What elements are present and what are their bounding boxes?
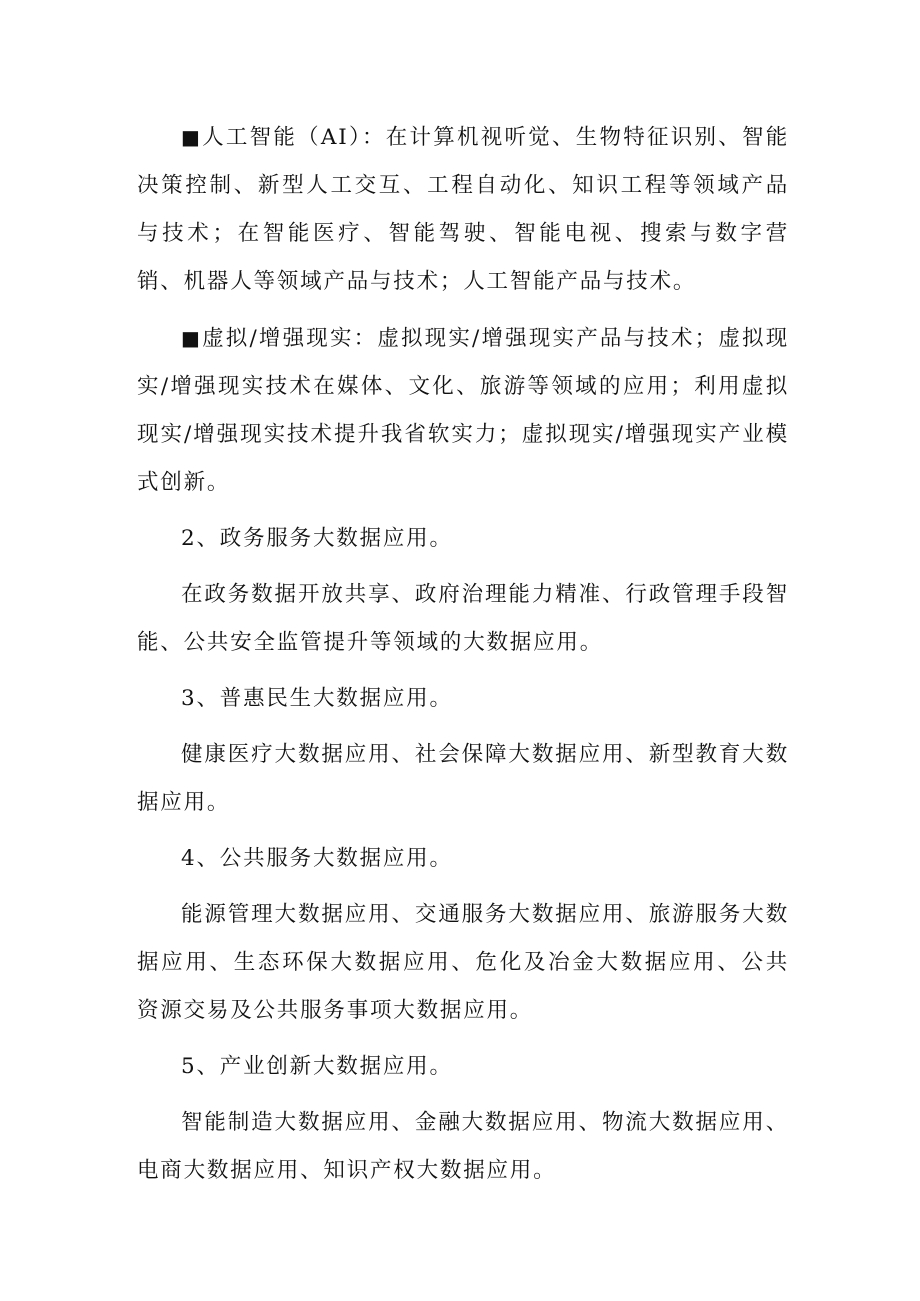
paragraph-text: 人工智能（AI）：在计算机视听觉、生物特征识别、智能决策控制、新型人工交互、工程自动化、知识工程等领域产品与技术；在智能医疗、智能驾驶、智能电视、搜索与数字营销、机器人等领域产品与技术；人工智能产品与技术。 <box>137 125 789 294</box>
square-bullet-icon: ■ <box>181 326 203 350</box>
section-heading-4: 4、公共服务大数据应用。 <box>181 846 453 871</box>
section-heading-2: 2、政务服务大数据应用。 <box>181 526 453 551</box>
section-heading-3: 3、普惠民生大数据应用。 <box>181 686 453 711</box>
paragraph-artificial-intelligence <box>137 113 789 306</box>
section-heading-5: 5、产业创新大数据应用。 <box>181 1054 453 1079</box>
paragraph-text: 虚拟/增强现实：虚拟现实/增强现实产品与技术；虚拟现实/增强现实技术在媒体、文化、旅游等领域的应用；利用虚拟现实/增强现实技术提升我省软实力；虚拟现实/增强现实产业模式创新。 <box>137 326 789 495</box>
paragraph-industrial-innovation: 智能制造大数据应用、金融大数据应用、物流大数据应用、电商大数据应用、知识产权大数据应用。 <box>137 1110 789 1183</box>
paragraph-government-services: 在政务数据开放共享、政府治理能力精准、行政管理手段智能、公共安全监管提升等领域的大数据应用。 <box>137 582 789 655</box>
document-page <box>137 113 789 1195</box>
square-bullet-icon: ■ <box>181 125 203 149</box>
paragraph-virtual-augmented-reality <box>137 314 789 507</box>
paragraph-public-welfare: 健康医疗大数据应用、社会保障大数据应用、新型教育大数据应用。 <box>137 742 789 815</box>
paragraph-public-services: 能源管理大数据应用、交通服务大数据应用、旅游服务大数据应用、生态环保大数据应用、危化及冶金大数据应用、公共资源交易及公共服务事项大数据应用。 <box>137 902 789 1023</box>
